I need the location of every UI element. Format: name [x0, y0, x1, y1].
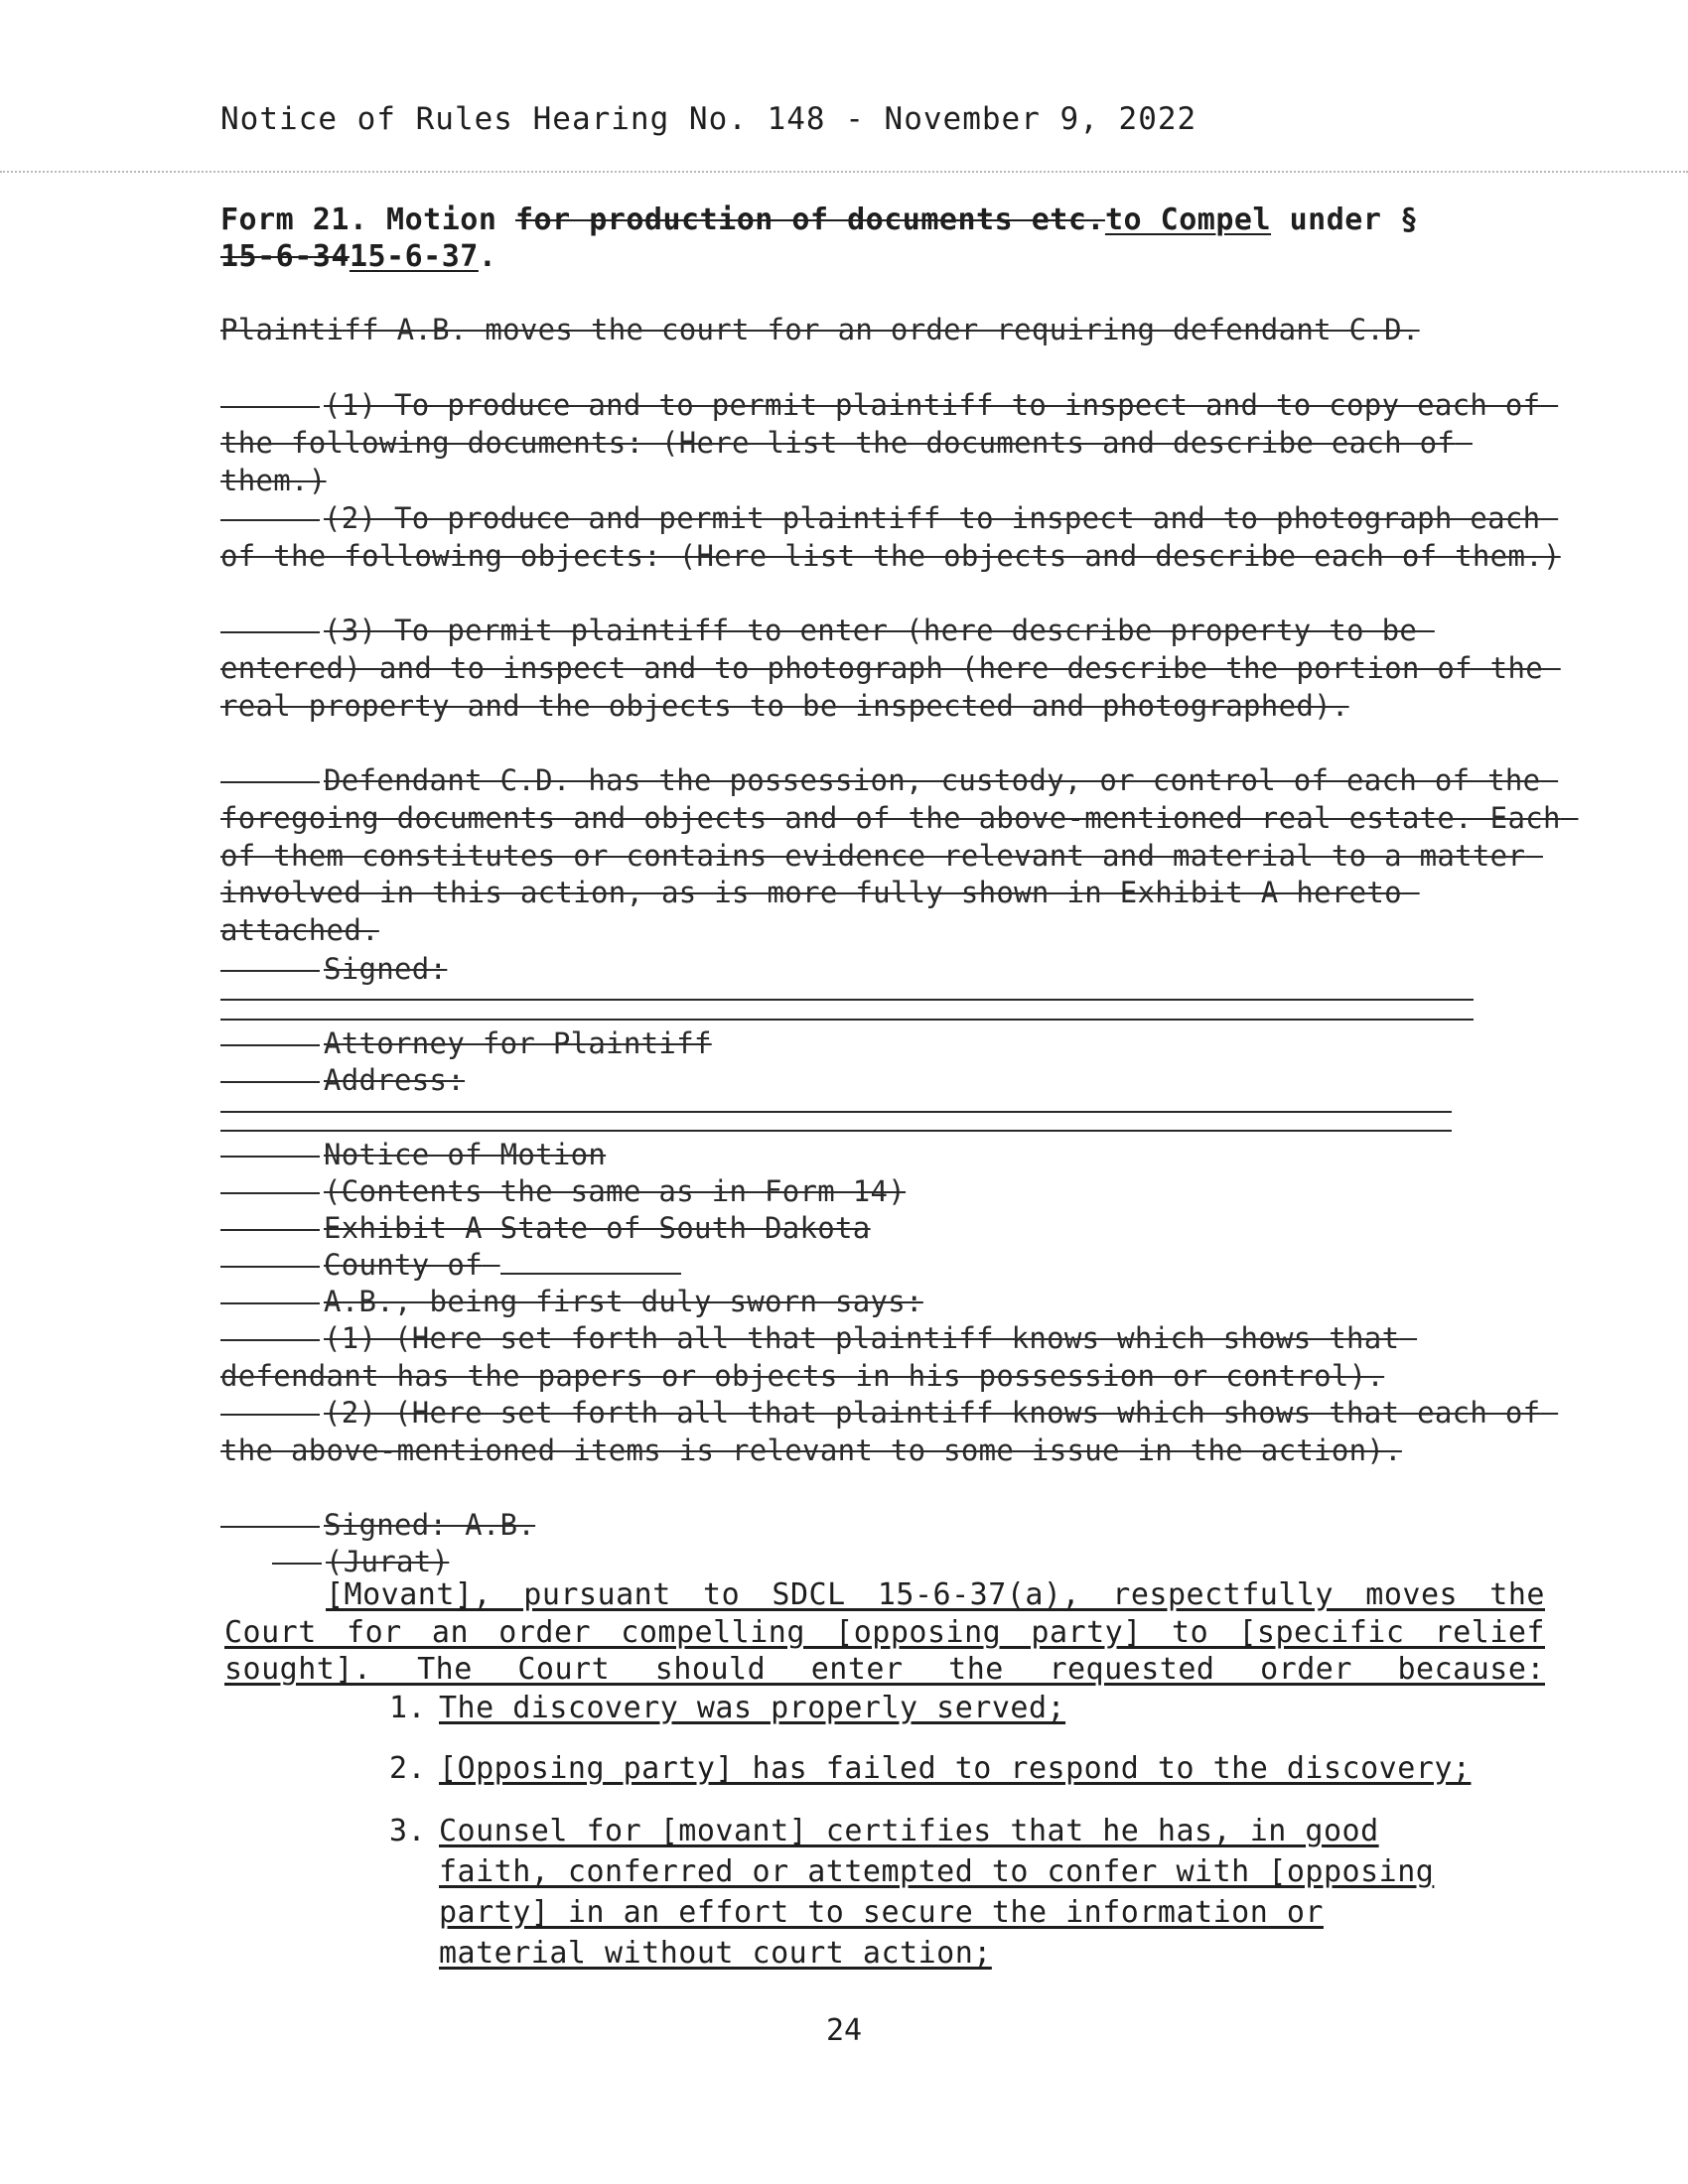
list-text: [Opposing party] has failed to respond to the discovery;: [439, 1751, 1472, 1786]
list-text-block: [439, 1811, 1434, 1974]
struck-signed-ab-line: [220, 1507, 1561, 1545]
struck-paragraph-3: [220, 613, 1561, 725]
struck-contents-line: [220, 1173, 1561, 1211]
list-text: material without court action;: [439, 1936, 992, 1971]
motion-line-1: [Movant], pursuant to SDCL 15-6-37(a), respectfully moves the: [326, 1577, 1545, 1612]
list-item: [389, 1688, 1065, 1728]
list-text: Counsel for [movant] certifies that he has, in good: [439, 1814, 1379, 1848]
struck-attorney-label: Attorney for Plaintiff: [324, 1026, 712, 1060]
struck-county-label: County of: [324, 1248, 483, 1282]
page-number: 24: [825, 2013, 863, 2048]
struck-contents-label: (Contents the same as in Form 14): [324, 1174, 907, 1208]
struck-sworn-line: [220, 1284, 1561, 1321]
struck-notice-line: [220, 1137, 1561, 1174]
motion-line-3: sought]. The Court should enter the requested order because:: [224, 1652, 1545, 1688]
struck-item-3-text: (3) To permit plaintiff to enter (here describe property to be entered) and to inspect and to photograph (here describe the portion of the real property and the objects to be inspected and photographed).: [220, 614, 1561, 723]
struck-jurat-label: (Jurat): [326, 1545, 450, 1578]
list-text: The discovery was properly served;: [439, 1691, 1066, 1725]
struck-item-2-text: (2) To produce and permit plaintiff to inspect and to photograph each of the following objects: (Here list the objects and describe each of them.): [220, 501, 1561, 573]
title-inserted-section: 15-6-37: [349, 239, 479, 274]
title-inserted-text: to Compel: [1104, 203, 1272, 237]
list-number: 2.: [389, 1751, 427, 1786]
struck-paragraph-2: [220, 500, 1561, 576]
title-prefix: Form 21. Motion: [220, 203, 515, 237]
signature-rule-2: [220, 1019, 1474, 1021]
list-text: faith, conferred or attempted to confer with [opposing: [439, 1854, 1435, 1889]
struck-item-1-text: (1) To produce and to permit plaintiff to inspect and to copy each of the following documents: (Here list the documents and describe each of them.): [220, 388, 1559, 497]
list-item: [389, 1748, 1471, 1789]
struck-signed-ab-label: Signed: A.B.: [324, 1508, 536, 1542]
struck-sworn-label: A.B., being first duly sworn says:: [324, 1285, 923, 1318]
list-number: 1.: [389, 1691, 427, 1725]
struck-signed-line: [220, 951, 1561, 989]
struck-statement-2: [220, 1395, 1561, 1470]
motion-paragraph: [224, 1576, 1545, 1689]
struck-statement-1: [220, 1320, 1561, 1396]
county-blank: [500, 1249, 681, 1275]
title-deleted-section: 15-6-34: [220, 239, 350, 274]
title-deleted-text: for production of documents etc.: [514, 203, 1105, 237]
address-rule-2: [220, 1130, 1452, 1132]
struck-address-line: [220, 1062, 1561, 1100]
address-rule-1: [220, 1111, 1452, 1113]
list-text: party] in an effort to secure the information or: [439, 1895, 1324, 1930]
list-item: [389, 1811, 1434, 1974]
signature-rule-1: [220, 999, 1474, 1001]
title-suffix: .: [478, 239, 497, 274]
motion-line-2: Court for an order compelling [opposing party] to [specific relief: [224, 1614, 1545, 1650]
struck-statement-2-text: (2) (Here set forth all that plaintiff knows which shows that each of the above-mentioned items is relevant to some issue in the action).: [220, 1396, 1559, 1467]
struck-notice-label: Notice of Motion: [324, 1138, 607, 1171]
struck-address-label: Address:: [324, 1063, 466, 1097]
struck-exhibit-line: [220, 1210, 1561, 1248]
struck-attorney-line: [220, 1025, 1561, 1063]
struck-paragraph-intro: Plaintiff A.B. moves the court for an order requiring defendant C.D.: [220, 313, 1420, 346]
title-middle: under §: [1271, 203, 1419, 237]
scan-artifact-line: [0, 171, 1688, 173]
page-header: Notice of Rules Hearing No. 148 - November 9, 2022: [220, 101, 1197, 137]
struck-county-line: [220, 1247, 1561, 1285]
form-title: [220, 202, 1531, 275]
struck-paragraph-1: [220, 387, 1561, 499]
struck-signed-label: Signed:: [324, 952, 448, 986]
struck-exhibit-label: Exhibit A State of South Dakota: [324, 1211, 871, 1245]
struck-paragraph-4: [220, 762, 1579, 950]
struck-statement-1-text: (1) (Here set forth all that plaintiff knows which shows that defendant has the papers or objects in his possession or control).: [220, 1321, 1418, 1393]
struck-defendant-text: Defendant C.D. has the possession, custody, or control of each of the foregoing documents and objects and of the above-mentioned real estate. Each of them constitutes or contains evidence relevant and material to a matter involved in this action, as is more fully shown in Exhibit A hereto attached.: [220, 763, 1579, 948]
list-number: 3.: [389, 1814, 427, 1848]
